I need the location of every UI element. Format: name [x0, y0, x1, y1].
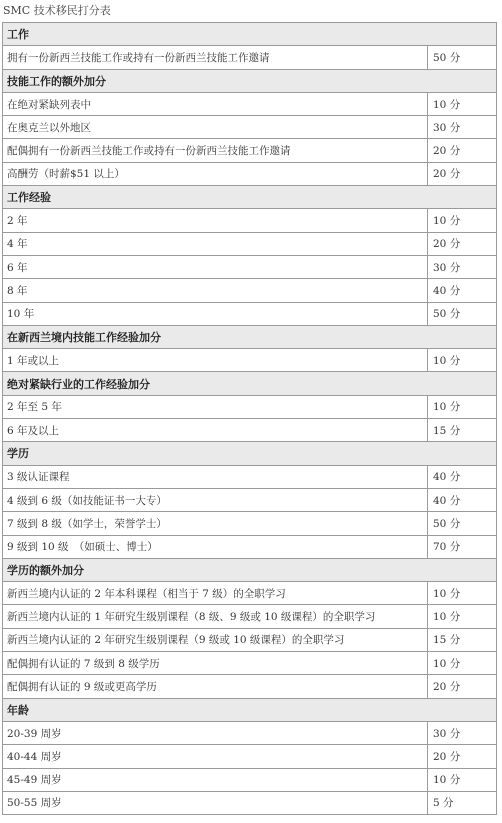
table-row [3, 792, 497, 815]
criterion-label: 2 年至 5 年 [7, 401, 62, 414]
criterion-label: 10 年 [7, 308, 35, 321]
points-value: 15 分 [427, 419, 496, 441]
table-row [3, 675, 497, 698]
table-row [3, 419, 497, 442]
criterion-label: 20-39 周岁 [7, 727, 62, 740]
criterion-label: 高酬劳（时薪$51 以上） [7, 168, 125, 181]
criterion-label: 4 年 [7, 238, 28, 251]
points-table [2, 22, 497, 815]
table-row [3, 652, 497, 675]
points-value: 10 分 [427, 582, 496, 604]
table-row [3, 396, 497, 419]
criterion-label: 在绝对紧缺列表中 [7, 98, 91, 111]
criterion-label: 2 年 [7, 215, 28, 228]
section-heading: 年龄 [7, 703, 29, 717]
section-heading: 绝对紧缺行业的工作经验加分 [7, 377, 150, 391]
criterion-label: 配偶拥有认证的 9 级或更高学历 [7, 680, 157, 693]
table-row [3, 722, 497, 745]
points-value: 20 分 [427, 675, 496, 697]
points-value: 10 分 [427, 93, 496, 115]
table-row [3, 745, 497, 768]
table-row [3, 512, 497, 535]
section-heading: 学历的额外加分 [7, 563, 84, 577]
section-header [3, 326, 497, 349]
criterion-label: 拥有一份新西兰技能工作或持有一份新西兰技能工作邀请 [7, 51, 270, 64]
points-value: 40 分 [427, 279, 496, 301]
criterion-label: 40-44 周岁 [7, 750, 62, 763]
section-header [3, 186, 497, 209]
points-value: 15 分 [427, 629, 496, 651]
points-value: 20 分 [427, 139, 496, 161]
points-value: 10 分 [427, 349, 496, 371]
criterion-label: 4 级到 6 级（如技能证书一大专） [7, 494, 167, 507]
criterion-label: 6 年及以上 [7, 424, 60, 437]
table-row [3, 209, 497, 232]
table-row [3, 233, 497, 256]
criterion-label: 9 级到 10 级 （如硕士、博士） [7, 541, 158, 554]
table-row [3, 279, 497, 302]
criterion-label: 50-55 周岁 [7, 797, 62, 810]
section-header [3, 23, 497, 46]
section-header [3, 442, 497, 465]
table-row [3, 46, 497, 69]
section-heading: 工作 [7, 28, 29, 42]
points-value: 20 分 [427, 745, 496, 767]
table-row [3, 256, 497, 279]
table-row [3, 116, 497, 139]
section-heading: 工作经验 [7, 191, 51, 205]
points-value: 10 分 [427, 396, 496, 418]
criterion-label: 45-49 周岁 [7, 774, 62, 787]
table-row [3, 466, 497, 489]
points-value: 50 分 [427, 512, 496, 534]
criterion-label: 新西兰境内认证的 2 年本科课程（相当于 7 级）的全职学习 [7, 587, 286, 600]
section-heading: 技能工作的额外加分 [7, 74, 106, 88]
table-row [3, 139, 497, 162]
points-value: 10 分 [427, 769, 496, 791]
criterion-label: 7 级到 8 级（如学士，荣誉学士） [7, 517, 167, 530]
table-row [3, 582, 497, 605]
criterion-label: 新西兰境内认证的 2 年研究生级别课程（9 级或 10 级课程）的全职学习 [7, 634, 345, 647]
table-row [3, 536, 497, 559]
criterion-label: 1 年或以上 [7, 354, 60, 367]
criterion-label: 配偶拥有认证的 7 级到 8 级学历 [7, 657, 160, 670]
points-value: 40 分 [427, 489, 496, 511]
points-value: 30 分 [427, 116, 496, 138]
points-value: 50 分 [427, 46, 496, 68]
criterion-label: 6 年 [7, 261, 28, 274]
points-value: 5 分 [427, 792, 496, 814]
table-row [3, 489, 497, 512]
section-heading: 学历 [7, 447, 29, 461]
points-value: 30 分 [427, 256, 496, 278]
section-heading: 在新西兰境内技能工作经验加分 [7, 331, 161, 344]
table-row [3, 605, 497, 628]
criterion-label: 8 年 [7, 284, 28, 297]
points-value: 40 分 [427, 466, 496, 488]
criterion-label: 3 级认证课程 [7, 471, 70, 484]
page-title: SMC 技术移民打分表 [3, 4, 111, 17]
section-header [3, 699, 497, 722]
criterion-label: 配偶拥有一份新西兰技能工作或持有一份新西兰技能工作邀请 [7, 145, 291, 158]
points-value: 20 分 [427, 233, 496, 255]
points-value: 10 分 [427, 209, 496, 231]
table-row [3, 163, 497, 186]
points-value: 50 分 [427, 303, 496, 325]
points-value: 10 分 [427, 652, 496, 674]
table-row [3, 303, 497, 326]
section-header [3, 372, 497, 395]
table-row [3, 769, 497, 792]
table-row [3, 93, 497, 116]
section-header [3, 559, 497, 582]
points-value: 30 分 [427, 722, 496, 744]
points-value: 10 分 [427, 605, 496, 627]
table-row [3, 629, 497, 652]
points-value: 70 分 [427, 536, 496, 558]
criterion-label: 在奥克兰以外地区 [7, 121, 91, 134]
criterion-label: 新西兰境内认证的 1 年研究生级别课程（8 级、9 级或 10 级课程）的全职学习 [7, 611, 376, 624]
points-value: 20 分 [427, 163, 496, 185]
table-row [3, 349, 497, 372]
section-header [3, 70, 497, 93]
